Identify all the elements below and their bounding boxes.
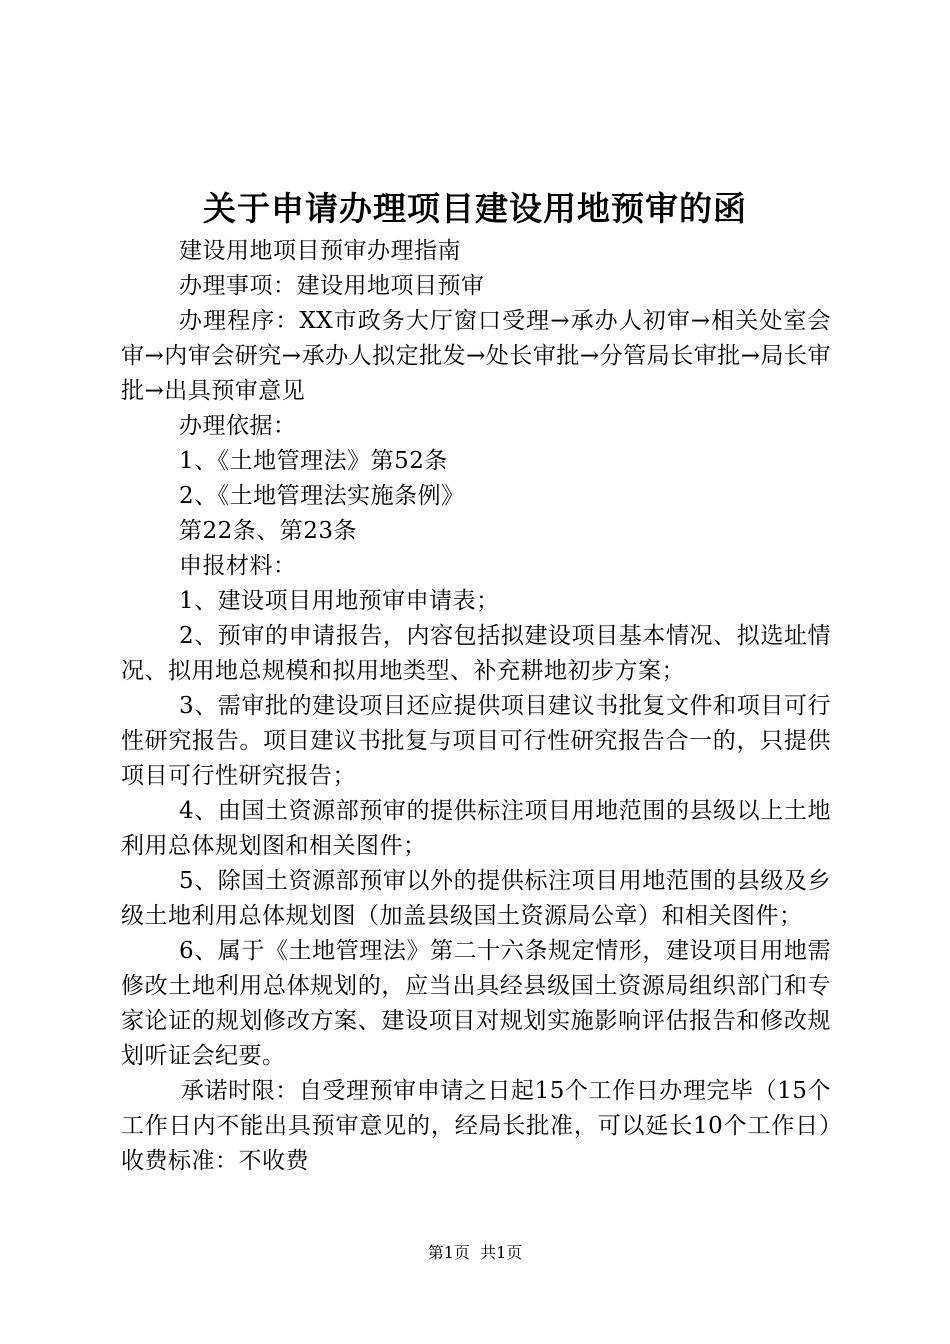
paragraph-material-4: 4、由国土资源部预审的提供标注项目用地范围的县级以上土地利用总体规划图和相关图件； xyxy=(121,798,831,859)
paragraph-matter: 办理事项：建设用地项目预审 xyxy=(179,273,485,299)
paragraph-material-5: 5、除国土资源部预审以外的提供标注项目用地范围的县级及乡级土地利用总体规划图（加盖县级国土资源局公章）和相关图件； xyxy=(121,868,831,929)
paragraph-basis-heading: 办理依据： xyxy=(179,413,297,439)
paragraph-basis-articles: 第22条、第23条 xyxy=(179,518,358,544)
page-footer: 第1页 共1页 xyxy=(427,1243,523,1262)
paragraph-procedure: 办理程序：XX市政务大厅窗口受理→承办人初审→相关处室会审→内审会研究→承办人拟定批发→处长审批→分管局长审批→局长审批→出具预审意见 xyxy=(121,308,831,404)
paragraph-material-2: 2、预审的申请报告，内容包括拟建设项目基本情况、拟选址情况、拟用地总规模和拟用地类型、补充耕地初步方案； xyxy=(121,623,831,684)
paragraph-material-1: 1、建设项目用地预审申请表； xyxy=(179,588,500,614)
paragraph-basis-1: 1、《土地管理法》第52条 xyxy=(179,448,448,474)
paragraph-guide-heading: 建设用地项目预审办理指南 xyxy=(179,238,461,264)
paragraph-material-3: 3、需审批的建设项目还应提供项目建议书批复文件和项目可行性研究报告。项目建议书批复与项目可行性研究报告合一的，只提供项目可行性研究报告； xyxy=(121,693,831,789)
paragraph-materials-heading: 申报材料： xyxy=(179,553,297,579)
document-title: 关于申请办理项目建设用地预审的函 xyxy=(203,189,747,228)
document-body xyxy=(121,234,831,1179)
paragraph-time-limit: 承诺时限：自受理预审申请之日起15个工作日办理完毕（15个工作日内不能出具预审意见的，经局长批准，可以延长10个工作日）收费标准：不收费 xyxy=(121,1078,831,1174)
paragraph-material-6: 6、属于《土地管理法》第二十六条规定情形，建设项目用地需修改土地利用总体规划的，应当出具经县级国土资源局组织部门和专家论证的规划修改方案、建设项目对规划实施影响评估报告和修改规划听证会纪要。 xyxy=(121,938,831,1069)
paragraph-basis-2: 2、《土地管理法实施条例》 xyxy=(179,483,465,509)
